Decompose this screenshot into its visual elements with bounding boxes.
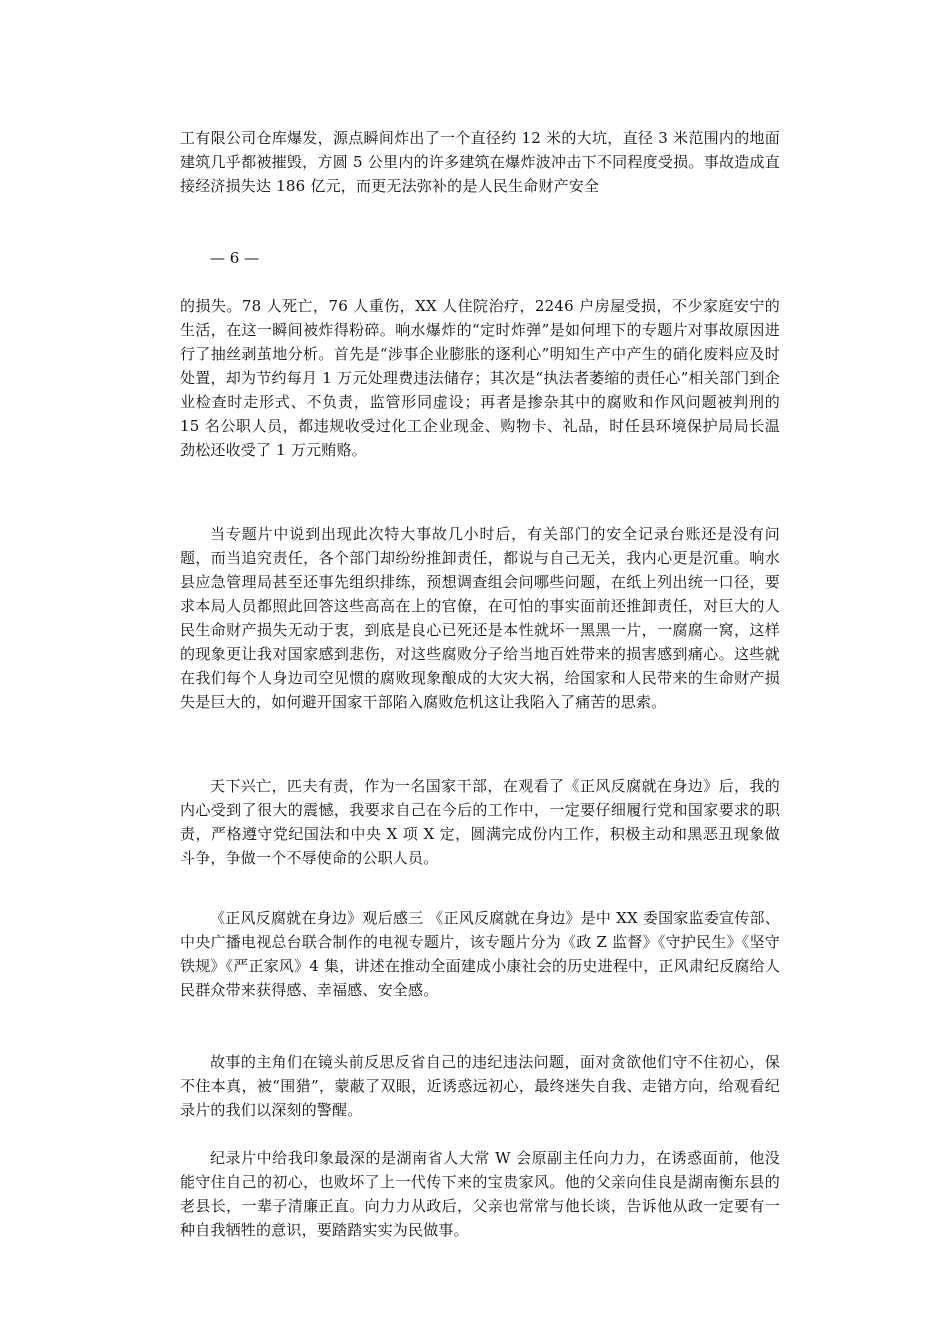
page-number: — 6 — — [210, 249, 260, 267]
paragraph-impression: 纪录片中给我印象最深的是湖南省人大常 W 会原副主任向力力，在诱惑面前，他没能守住自己的初心，也败坏了上一代传下来的宝贵家风。他的父亲向佳良是湖南衡东县的老县长，一辈子清廉正直。向力力从政后，父亲也常常与他长谈，告诉他从政一定要有一种自我牺牲的意识，要踏踏实实为民做事。 — [180, 1149, 780, 1239]
paragraph-protagonists: 故事的主角们在镜头前反思反省自己的违纪违法问题，面对贪欲他们守不住初心，保不住本真，被“围猎”，蒙蔽了双眼，近诱惑远初心，最终迷失自我、走错方向，给观看纪录片的我们以深刻的警醒。 — [180, 1053, 780, 1119]
paragraph-casualties: 的损失。78 人死亡，76 人重伤，XX 人住院治疗，2246 户房屋受损，不少家庭安宁的生活，在这一瞬间被炸得粉碎。响水爆炸的“定时炸弹”是如何埋下的专题片对事故原因进行了抽丝剥茧地分析。首先是“涉事企业膨胀的逐利心”明知生产中产生的硝化废料应及时处置，却为节约每月 1 万元处理费违法储存；其次是“执法者萎缩的责任心”相关部门到企业检查时走形式、不负责，监管形同虚设；再者是掺杂其中的腐败和作风问题被判刑的 15 名公职人员，都违规收受过化工企业现金、购物卡、礼品，时任县环境保护局局长温劲松还收受了 1 万元贿赂。 — [180, 297, 780, 459]
paragraph-review-three: 《正风反腐就在身边》观后感三 《正风反腐就在身边》是中 XX 委国家监委宣传部、中央广播电视总台联合制作的电视专题片，该专题片分为《政 Z 监督》《守护民生》《坚守铁规》《严正家风》4 集，讲述在推动全面建成小康社会的历史进程中，正风肃纪反腐给人民群众带来获得感、幸福感、安全感。 — [180, 909, 781, 999]
paragraph-responsibility: 当专题片中说到出现此次特大事故几小时后，有关部门的安全记录台账还是没有问题，而当追究责任，各个部门却纷纷推卸责任，都说与自己无关，我内心更是沉重。响水县应急管理局甚至还事先组织排练，预想调查组会问哪些问题，在纸上列出统一口径，要求本局人员都照此回答这些高高在上的官僚，在可怕的事实面前还推卸责任，对巨大的人民生命财产损失无动于衷，到底是良心已死还是本性就坏一黑黑一片，一腐腐一窝，这样的现象更让我对国家感到悲伤，对这些腐败分子给当地百姓带来的损害感到痛心。这些就在我们每个人身边司空见惯的腐败现象酿成的大灾大祸，给国家和人民带来的生命财产损失是巨大的，如何避开国家干部陷入腐败危机这让我陷入了痛苦的思索。 — [180, 525, 780, 711]
paragraph-continuation: 工有限公司仓库爆发，源点瞬间炸出了一个直径约 12 米的大坑，直径 3 米范围内的地面建筑几乎都被摧毁，方圆 5 公里内的许多建筑在爆炸波冲击下不同程度受损。事故造成直接经济损失达 186 亿元，而更无法弥补的是人民生命财产安全 — [180, 129, 780, 195]
paragraph-duty: 天下兴亡，匹夫有责，作为一名国家干部，在观看了《正风反腐就在身边》后，我的内心受到了很大的震憾，我要求自己在今后的工作中，一定要仔细履行党和国家要求的职责，严格遵守党纪国法和中央 X 项 X 定，圆满完成份内工作，积极主动和黑恶丑现象做斗争，争做一个不辱使命的公职人员。 — [180, 777, 780, 867]
